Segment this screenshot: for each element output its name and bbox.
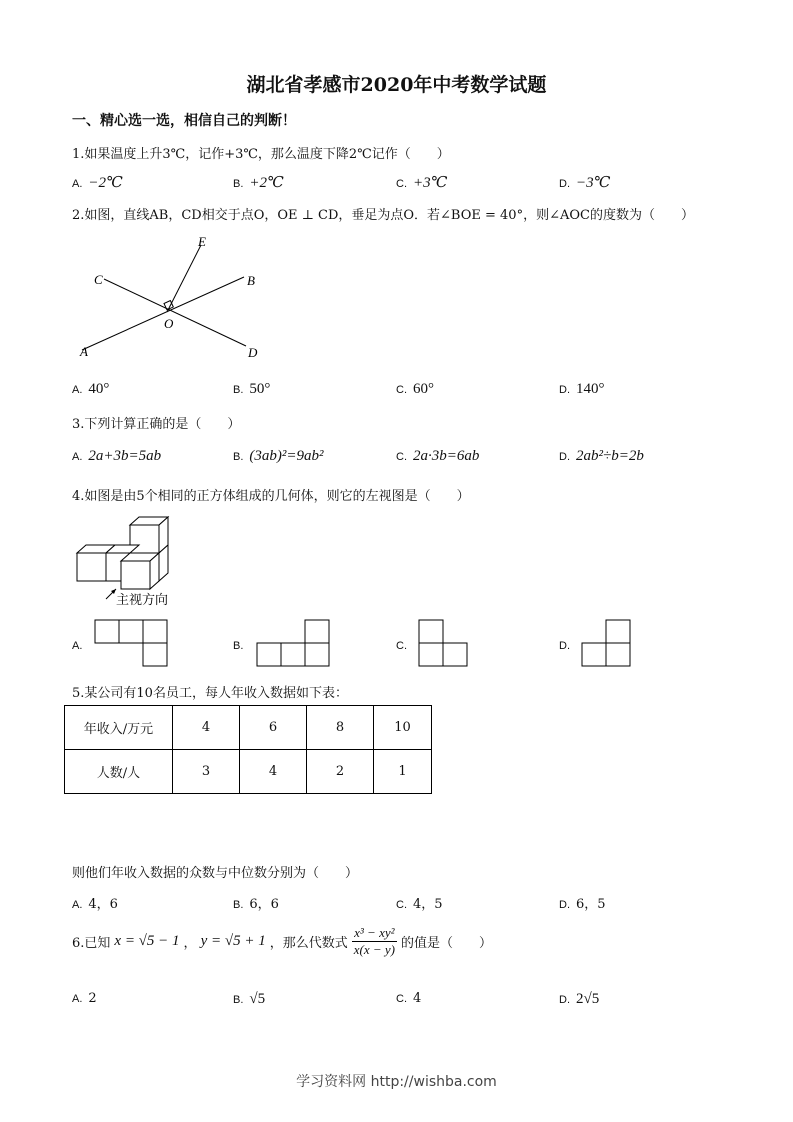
table-cell: 4 (173, 706, 240, 750)
q4-solid-figure (72, 512, 202, 612)
q6-option-b[interactable]: B. √5 (233, 991, 266, 1007)
q4-option-a-view (94, 619, 168, 669)
table-header-cell: 年收入/万元 (65, 706, 173, 750)
q1-option-a[interactable]: A. −2℃ (72, 175, 123, 191)
label-o: O (164, 316, 174, 331)
label-b: B (247, 273, 255, 288)
q6-option-d[interactable]: D. 2√5 (559, 991, 600, 1007)
q4-option-d-view (581, 619, 633, 669)
table-cell: 2 (307, 750, 374, 794)
q4-option-c-view (418, 619, 470, 669)
q1-stem: 1.如果温度上升3℃，记作+3℃，那么温度下降2℃记作（ ） (72, 147, 450, 162)
q6-stem: 6.已知 x = √5 − 1 ， y = √5 + 1 ，那么代数式 $\frac{\text{x³ − xy²}}{x(x - y)}$ 的值是（ ） (72, 925, 492, 957)
q2-option-d[interactable]: D. 140° (559, 381, 605, 397)
q5-option-d[interactable]: D. 6，5 (559, 897, 606, 912)
q3-option-c[interactable]: C. 2a·3b=6ab (396, 448, 480, 464)
section-heading: 一、精心选一选，相信自己的判断！ (72, 113, 296, 129)
table-cell: 3 (173, 750, 240, 794)
footer-watermark: 学习资料网 http://wishba.com (296, 1074, 497, 1090)
table-cell: 10 (374, 706, 432, 750)
q5-option-a[interactable]: A. 4，6 (72, 897, 118, 912)
line-cd (104, 279, 246, 346)
label-d: D (248, 345, 258, 360)
q1-option-c[interactable]: C. +3℃ (396, 175, 448, 191)
q4-option-b-view (256, 619, 330, 669)
q3-option-d[interactable]: D. 2ab²÷b=2b (559, 448, 644, 464)
q1-option-b[interactable]: B. +2℃ (233, 175, 284, 191)
q1-option-d[interactable]: D. −3℃ (559, 175, 611, 191)
label-e: E (198, 234, 206, 249)
table-cell: 8 (307, 706, 374, 750)
line-ab (82, 277, 244, 350)
q5-stem: 5.某公司有10名员工，每人年收入数据如下表： (72, 686, 348, 701)
q3-option-a[interactable]: A. 2a+3b=5ab (72, 448, 162, 464)
q5-option-c[interactable]: C. 4，5 (396, 897, 443, 912)
table-cell: 1 (374, 750, 432, 794)
q6-option-c[interactable]: C. 4 (396, 991, 422, 1006)
q4-option-c[interactable]: C. (396, 640, 407, 652)
label-c: C (94, 272, 103, 287)
q3-option-b[interactable]: B. (3ab)²=9ab² (233, 448, 324, 464)
view-direction-caption: 主视方向 (116, 593, 169, 608)
q5-option-b[interactable]: B. 6，6 (233, 897, 279, 912)
q4-option-a[interactable]: A. (72, 640, 83, 652)
algebraic-fraction: $\frac{\text{x³ − xy²}}{x(x - y)}$ (353, 925, 395, 957)
page-title: 湖北省孝感市2020年中考数学试题 (246, 74, 547, 96)
table-cell: 6 (240, 706, 307, 750)
q2-option-b[interactable]: B. 50° (233, 381, 271, 397)
q4-option-b[interactable]: B. (233, 640, 244, 652)
q5-question: 则他们年收入数据的众数与中位数分别为（ ） (72, 866, 359, 881)
income-table (64, 705, 432, 794)
table-header-cell: 人数/人 (65, 750, 173, 794)
q2-option-a[interactable]: A. 40° (72, 381, 110, 397)
q2-figure (72, 232, 272, 362)
q6-option-a[interactable]: A. 2 (72, 991, 97, 1006)
q4-stem: 4.如图是由5个相同的正方体组成的几何体，则它的左视图是（ ） (72, 489, 470, 504)
table-cell: 4 (240, 750, 307, 794)
line-oe (167, 245, 201, 312)
q2-option-c[interactable]: C. 60° (396, 381, 434, 397)
q2-stem: 2.如图，直线AB，CD相交于点O，OE ⊥ CD，垂足为点O．若∠BOE = 40°，则∠AOC的度数为（ ） (72, 208, 694, 223)
label-a: A (80, 344, 88, 359)
table-row (65, 706, 432, 750)
table-row (65, 750, 432, 794)
q4-option-d[interactable]: D. (559, 640, 570, 652)
q3-stem: 3.下列计算正确的是（ ） (72, 417, 241, 432)
